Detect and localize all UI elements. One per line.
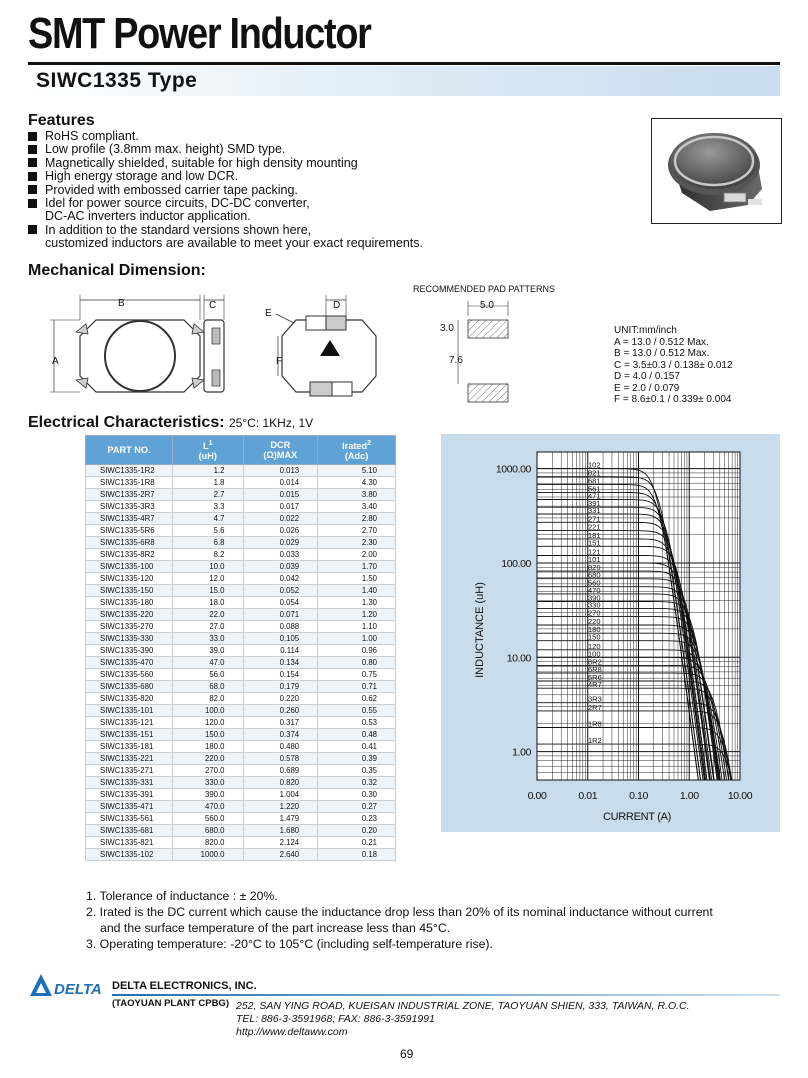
cell-part-no: SIWC1335-101 xyxy=(86,705,173,717)
product-photo xyxy=(651,118,782,224)
series-label-221: 221 xyxy=(588,522,601,532)
cell-dcr: 0.033 xyxy=(243,549,318,561)
address: 252, SAN YING ROAD, KUEISAN INDUSTRIAL ZONE, TAOYUAN SHIEN, 333, TAIWAN, R.O.C. xyxy=(236,1000,690,1012)
cell-inductance: 390.0 xyxy=(173,789,243,801)
cell-irated: 1.20 xyxy=(318,609,396,621)
cell-irated: 0.41 xyxy=(318,741,396,753)
table-row xyxy=(86,813,396,825)
col-header-irated: Irated$^2$ (Adc) xyxy=(318,436,396,465)
series-label-560: 560 xyxy=(588,578,601,588)
cell-part-no: SIWC1335-151 xyxy=(86,729,173,741)
bullet-icon xyxy=(28,145,37,154)
cell-dcr: 0.689 xyxy=(243,765,318,777)
series-label-120: 120 xyxy=(588,641,601,651)
unit-line: F = 8.6±0.1 / 0.339± 0.004 xyxy=(614,394,732,405)
series-label-151: 151 xyxy=(588,538,601,548)
cell-inductance: 100.0 xyxy=(173,705,243,717)
cell-irated: 1.30 xyxy=(318,597,396,609)
tel-fax: TEL: 886-3-3591968; FAX: 886-3-3591991 xyxy=(236,1013,435,1025)
cell-irated: 0.75 xyxy=(318,669,396,681)
series-label-821: 821 xyxy=(588,468,601,478)
bullet-icon xyxy=(28,172,37,181)
cell-part-no: SIWC1335-561 xyxy=(86,813,173,825)
cell-inductance: 680.0 xyxy=(173,825,243,837)
cell-dcr: 0.134 xyxy=(243,657,318,669)
feature-item: In addition to the standard versions shown here, xyxy=(28,224,311,237)
cell-inductance: 120.0 xyxy=(173,717,243,729)
series-label-4R7: 4R7 xyxy=(588,680,602,690)
cell-irated: 0.62 xyxy=(318,693,396,705)
table-row xyxy=(86,549,396,561)
table-row xyxy=(86,765,396,777)
cell-part-no: SIWC1335-681 xyxy=(86,825,173,837)
cell-part-no: SIWC1335-560 xyxy=(86,669,173,681)
feature-item: High energy storage and low DCR. xyxy=(28,170,238,183)
cell-inductance: 15.0 xyxy=(173,585,243,597)
dim-label-a: A xyxy=(52,356,59,367)
series-label-680: 680 xyxy=(588,570,601,580)
cell-irated: 0.55 xyxy=(318,705,396,717)
cell-inductance: 82.0 xyxy=(173,693,243,705)
cell-inductance: 27.0 xyxy=(173,621,243,633)
cell-part-no: SIWC1335-220 xyxy=(86,609,173,621)
series-label-3R3: 3R3 xyxy=(588,694,602,704)
table-row xyxy=(86,729,396,741)
logo-wordmark: DELTA xyxy=(54,981,102,998)
cell-part-no: SIWC1335-821 xyxy=(86,837,173,849)
cell-inductance: 3.3 xyxy=(173,501,243,513)
y-tick-label: 10.00 xyxy=(506,652,531,665)
cell-irated: 5.10 xyxy=(318,465,396,477)
feature-item: RoHS compliant. xyxy=(28,130,139,143)
cell-dcr: 0.014 xyxy=(243,477,318,489)
series-label-5R6: 5R6 xyxy=(588,673,602,683)
x-tick-label: 10.00 xyxy=(727,790,753,802)
table-row xyxy=(86,537,396,549)
cell-irated: 2.30 xyxy=(318,537,396,549)
feature-item: Magnetically shielded, suitable for high density mounting xyxy=(28,157,358,170)
note-1: 1. Tolerance of inductance : ± 20%. xyxy=(86,889,278,903)
cell-irated: 0.48 xyxy=(318,729,396,741)
cell-irated: 1.00 xyxy=(318,633,396,645)
cell-irated: 0.80 xyxy=(318,657,396,669)
inductor-image xyxy=(652,119,781,223)
cell-part-no: SIWC1335-150 xyxy=(86,585,173,597)
cell-irated: 0.35 xyxy=(318,765,396,777)
cell-part-no: SIWC1335-221 xyxy=(86,753,173,765)
cell-irated: 1.70 xyxy=(318,561,396,573)
cell-inductance: 18.0 xyxy=(173,597,243,609)
cell-part-no: SIWC1335-1R8 xyxy=(86,477,173,489)
bottom-view-drawing xyxy=(276,295,376,396)
series-label-330: 330 xyxy=(588,600,601,610)
dim-label-e: E xyxy=(265,308,272,319)
cell-inductance: 8.2 xyxy=(173,549,243,561)
cell-irated: 0.27 xyxy=(318,801,396,813)
cell-dcr: 1.220 xyxy=(243,801,318,813)
cell-inductance: 470.0 xyxy=(173,801,243,813)
series-label-101: 101 xyxy=(588,554,601,564)
series-label-181: 181 xyxy=(588,530,601,540)
cell-part-no: SIWC1335-120 xyxy=(86,573,173,585)
series-label-102: 102 xyxy=(588,460,601,470)
bullet-icon xyxy=(28,225,37,234)
cell-dcr: 0.042 xyxy=(243,573,318,585)
plant-name: (TAOYUAN PLANT CPBG) xyxy=(112,998,229,1009)
cell-inductance: 270.0 xyxy=(173,765,243,777)
mechanical-heading: Mechanical Dimension: xyxy=(28,262,206,279)
table-row xyxy=(86,501,396,513)
table-row xyxy=(86,837,396,849)
cell-irated: 0.39 xyxy=(318,753,396,765)
top-view-drawing xyxy=(50,295,204,392)
x-tick-label: 1.00 xyxy=(679,790,699,802)
cell-dcr: 0.022 xyxy=(243,513,318,525)
feature-item: Provided with embossed carrier tape packing. xyxy=(28,184,298,197)
table-row xyxy=(86,849,396,861)
unit-line: D = 4.0 / 0.157 xyxy=(614,371,680,382)
note-2: 2. Irated is the DC current which cause the inductance drop less than 20% of its nominal inductance without current xyxy=(86,905,713,919)
cell-irated: 1.50 xyxy=(318,573,396,585)
cell-dcr: 0.820 xyxy=(243,777,318,789)
dim-label-b: B xyxy=(118,298,125,309)
delta-logo xyxy=(28,972,110,998)
table-row xyxy=(86,669,396,681)
inductance-chart xyxy=(441,434,780,832)
table-row xyxy=(86,585,396,597)
cell-dcr: 0.029 xyxy=(243,537,318,549)
cell-irated: 3.80 xyxy=(318,489,396,501)
feature-item-continued: DC-AC inverters inductor application. xyxy=(45,209,251,224)
cell-part-no: SIWC1335-8R2 xyxy=(86,549,173,561)
x-axis-label: CURRENT (A) xyxy=(603,811,671,823)
cell-irated: 1.40 xyxy=(318,585,396,597)
cell-part-no: SIWC1335-100 xyxy=(86,561,173,573)
dim-label-d: D xyxy=(333,300,341,311)
cell-part-no: SIWC1335-6R8 xyxy=(86,537,173,549)
table-header-row xyxy=(86,436,396,465)
cell-irated: 0.18 xyxy=(318,849,396,861)
table-row xyxy=(86,633,396,645)
col-header-inductance: $L^1$ (uH) xyxy=(173,436,243,465)
cell-inductance: 820.0 xyxy=(173,837,243,849)
cell-irated: 4.30 xyxy=(318,477,396,489)
x-tick-label: 0.01 xyxy=(578,790,598,802)
dim-label-c: C xyxy=(209,300,217,311)
cell-dcr: 0.054 xyxy=(243,597,318,609)
y-axis-label: INDUCTANCE (uH) xyxy=(474,582,486,678)
cell-dcr: 0.039 xyxy=(243,561,318,573)
table-row xyxy=(86,693,396,705)
note-2-continued: and the surface temperature of the part increase less than 45°C. xyxy=(100,921,451,935)
table-row xyxy=(86,801,396,813)
table-row xyxy=(86,753,396,765)
company-name: DELTA ELECTRONICS, INC. xyxy=(112,980,257,992)
pad-pattern-drawing xyxy=(430,298,520,408)
table-row xyxy=(86,681,396,693)
spec-table xyxy=(85,435,396,861)
cell-dcr: 0.052 xyxy=(243,585,318,597)
cell-dcr: 0.374 xyxy=(243,729,318,741)
series-label-270: 270 xyxy=(588,608,601,618)
dim-label-f: F xyxy=(276,356,283,367)
table-row xyxy=(86,777,396,789)
cell-inductance: 5.6 xyxy=(173,525,243,537)
cell-irated: 2.80 xyxy=(318,513,396,525)
cell-inductance: 180.0 xyxy=(173,741,243,753)
series-label-1R8: 1R8 xyxy=(588,719,602,729)
cell-dcr: 0.088 xyxy=(243,621,318,633)
table-row xyxy=(86,609,396,621)
cell-dcr: 0.013 xyxy=(243,465,318,477)
cell-inductance: 56.0 xyxy=(173,669,243,681)
bullet-icon xyxy=(28,199,37,208)
cell-part-no: SIWC1335-181 xyxy=(86,741,173,753)
website-link[interactable]: http://www.deltaww.com xyxy=(236,1026,348,1038)
pad-pattern-title: RECOMMENDED PAD PATTERNS xyxy=(413,284,556,294)
x-tick-label: 0.10 xyxy=(629,790,648,802)
table-row xyxy=(86,525,396,537)
series-label-391: 391 xyxy=(588,499,601,509)
series-label-470: 470 xyxy=(588,585,601,595)
table-row xyxy=(86,645,396,657)
cell-dcr: 0.154 xyxy=(243,669,318,681)
y-tick-label: 1.00 xyxy=(512,746,531,759)
series-label-121: 121 xyxy=(588,547,601,557)
cell-part-no: SIWC1335-820 xyxy=(86,693,173,705)
title-rule xyxy=(28,62,780,65)
cell-part-no: SIWC1335-470 xyxy=(86,657,173,669)
cell-irated: 0.21 xyxy=(318,837,396,849)
cell-inductance: 220.0 xyxy=(173,753,243,765)
cell-dcr: 1.680 xyxy=(243,825,318,837)
chart-grid xyxy=(537,452,740,780)
unit-line: A = 13.0 / 0.512 Max. xyxy=(614,336,709,348)
cell-inductance: 1000.0 xyxy=(173,849,243,861)
cell-part-no: SIWC1335-3R3 xyxy=(86,501,173,513)
cell-dcr: 0.015 xyxy=(243,489,318,501)
cell-irated: 0.96 xyxy=(318,645,396,657)
cell-part-no: SIWC1335-102 xyxy=(86,849,173,861)
cell-inductance: 39.0 xyxy=(173,645,243,657)
chart-series-labels xyxy=(588,461,602,746)
cell-inductance: 6.8 xyxy=(173,537,243,549)
cell-dcr: 1.479 xyxy=(243,813,318,825)
series-label-681: 681 xyxy=(588,476,601,486)
series-label-180: 180 xyxy=(588,625,601,635)
electrical-heading-row xyxy=(28,414,313,432)
cell-inductance: 2.7 xyxy=(173,489,243,501)
unit-line: B = 13.0 / 0.512 Max. xyxy=(614,348,710,359)
table-row xyxy=(86,465,396,477)
bullet-icon xyxy=(28,158,37,167)
electrical-heading: Electrical Characteristics: xyxy=(28,414,225,431)
feature-item: Low profile (3.8mm max. height) SMD type. xyxy=(28,143,285,156)
product-type: SIWC1335 Type xyxy=(36,69,198,92)
table-row xyxy=(86,825,396,837)
cell-irated: 0.53 xyxy=(318,717,396,729)
cell-part-no: SIWC1335-4R7 xyxy=(86,513,173,525)
pad-width: 5.0 xyxy=(480,300,494,311)
cell-inductance: 47.0 xyxy=(173,657,243,669)
cell-part-no: SIWC1335-271 xyxy=(86,765,173,777)
page-number: 69 xyxy=(400,1047,414,1061)
cell-irated: 0.20 xyxy=(318,825,396,837)
cell-irated: 0.32 xyxy=(318,777,396,789)
cell-dcr: 0.317 xyxy=(243,717,318,729)
cell-dcr: 0.017 xyxy=(243,501,318,513)
cell-part-no: SIWC1335-331 xyxy=(86,777,173,789)
table-row xyxy=(86,513,396,525)
pad-height: 3.0 xyxy=(440,323,454,334)
bullet-icon xyxy=(28,185,37,194)
table-row xyxy=(86,717,396,729)
cell-part-no: SIWC1335-391 xyxy=(86,789,173,801)
cell-inductance: 10.0 xyxy=(173,561,243,573)
table-row xyxy=(86,657,396,669)
table-row xyxy=(86,789,396,801)
cell-dcr: 0.260 xyxy=(243,705,318,717)
unit-line: C = 3.5±0.3 / 0.138± 0.012 xyxy=(614,359,733,371)
note-3: 3. Operating temperature: -20°C to 105°C (including self-temperature rise). xyxy=(86,937,493,951)
table-row xyxy=(86,597,396,609)
table-row xyxy=(86,477,396,489)
test-conditions: 25°C: 1KHz, 1V xyxy=(229,416,314,430)
cell-dcr: 0.114 xyxy=(243,645,318,657)
table-row xyxy=(86,561,396,573)
cell-dcr: 0.071 xyxy=(243,609,318,621)
cell-inductance: 150.0 xyxy=(173,729,243,741)
cell-part-no: SIWC1335-270 xyxy=(86,621,173,633)
cell-inductance: 22.0 xyxy=(173,609,243,621)
cell-dcr: 0.179 xyxy=(243,681,318,693)
cell-dcr: 2.640 xyxy=(243,849,318,861)
cell-irated: 3.40 xyxy=(318,501,396,513)
cell-irated: 2.70 xyxy=(318,525,396,537)
cell-irated: 2.00 xyxy=(318,549,396,561)
cell-inductance: 560.0 xyxy=(173,813,243,825)
unit-line: UNIT:mm/inch xyxy=(614,325,677,336)
features-heading: Features xyxy=(28,112,95,129)
table-row xyxy=(86,741,396,753)
table-row xyxy=(86,705,396,717)
cell-dcr: 0.220 xyxy=(243,693,318,705)
cell-dcr: 0.105 xyxy=(243,633,318,645)
cell-part-no: SIWC1335-1R2 xyxy=(86,465,173,477)
cell-irated: 1.10 xyxy=(318,621,396,633)
cell-part-no: SIWC1335-680 xyxy=(86,681,173,693)
cell-part-no: SIWC1335-121 xyxy=(86,717,173,729)
series-label-220: 220 xyxy=(588,616,601,626)
cell-inductance: 33.0 xyxy=(173,633,243,645)
cell-dcr: 2.124 xyxy=(243,837,318,849)
unit-line: E = 2.0 / 0.079 xyxy=(614,382,680,394)
cell-inductance: 68.0 xyxy=(173,681,243,693)
cell-part-no: SIWC1335-5R6 xyxy=(86,525,173,537)
cell-irated: 0.30 xyxy=(318,789,396,801)
cell-part-no: SIWC1335-471 xyxy=(86,801,173,813)
series-label-2R7: 2R7 xyxy=(588,702,602,712)
series-label-331: 331 xyxy=(588,506,601,516)
series-label-150: 150 xyxy=(588,632,601,642)
cell-part-no: SIWC1335-2R7 xyxy=(86,489,173,501)
cell-inductance: 1.2 xyxy=(173,465,243,477)
cell-inductance: 330.0 xyxy=(173,777,243,789)
page-title: SMT Power Inductor xyxy=(28,9,371,58)
feature-item-continued: customized inductors are available to meet your exact requirements. xyxy=(45,236,423,251)
cell-part-no: SIWC1335-330 xyxy=(86,633,173,645)
bullet-icon xyxy=(28,132,37,141)
col-header-part-no: PART NO. xyxy=(86,436,173,465)
series-label-561: 561 xyxy=(588,484,601,494)
series-label-390: 390 xyxy=(588,593,601,603)
cell-irated: 0.71 xyxy=(318,681,396,693)
series-label-820: 820 xyxy=(588,563,601,573)
table-row xyxy=(86,621,396,633)
table-row xyxy=(86,489,396,501)
col-header-dcr: DCR (Ω)MAX xyxy=(243,436,318,465)
cell-dcr: 0.480 xyxy=(243,741,318,753)
cell-irated: 0.23 xyxy=(318,813,396,825)
series-label-100: 100 xyxy=(588,649,601,659)
table-row xyxy=(86,573,396,585)
cell-dcr: 1.004 xyxy=(243,789,318,801)
footer-rule xyxy=(112,994,780,996)
series-label-6R8: 6R8 xyxy=(588,665,602,675)
spec-table-body xyxy=(86,465,396,861)
x-tick-label: 0.00 xyxy=(527,790,547,802)
cell-dcr: 0.578 xyxy=(243,753,318,765)
series-label-271: 271 xyxy=(588,514,601,524)
feature-item: Idel for power source circuits, DC-DC converter, xyxy=(28,197,310,210)
cell-dcr: 0.026 xyxy=(243,525,318,537)
series-label-1R2: 1R2 xyxy=(588,736,602,746)
cell-inductance: 1.8 xyxy=(173,477,243,489)
series-label-471: 471 xyxy=(588,491,601,501)
y-tick-label: 100.00 xyxy=(501,557,531,570)
cell-inductance: 12.0 xyxy=(173,573,243,585)
series-label-8R2: 8R2 xyxy=(588,657,602,667)
cell-part-no: SIWC1335-180 xyxy=(86,597,173,609)
cell-inductance: 4.7 xyxy=(173,513,243,525)
pad-gap: 7.6 xyxy=(449,355,463,366)
unit-block xyxy=(614,325,733,406)
cell-part-no: SIWC1335-390 xyxy=(86,645,173,657)
y-tick-label: 1000.00 xyxy=(495,463,531,476)
